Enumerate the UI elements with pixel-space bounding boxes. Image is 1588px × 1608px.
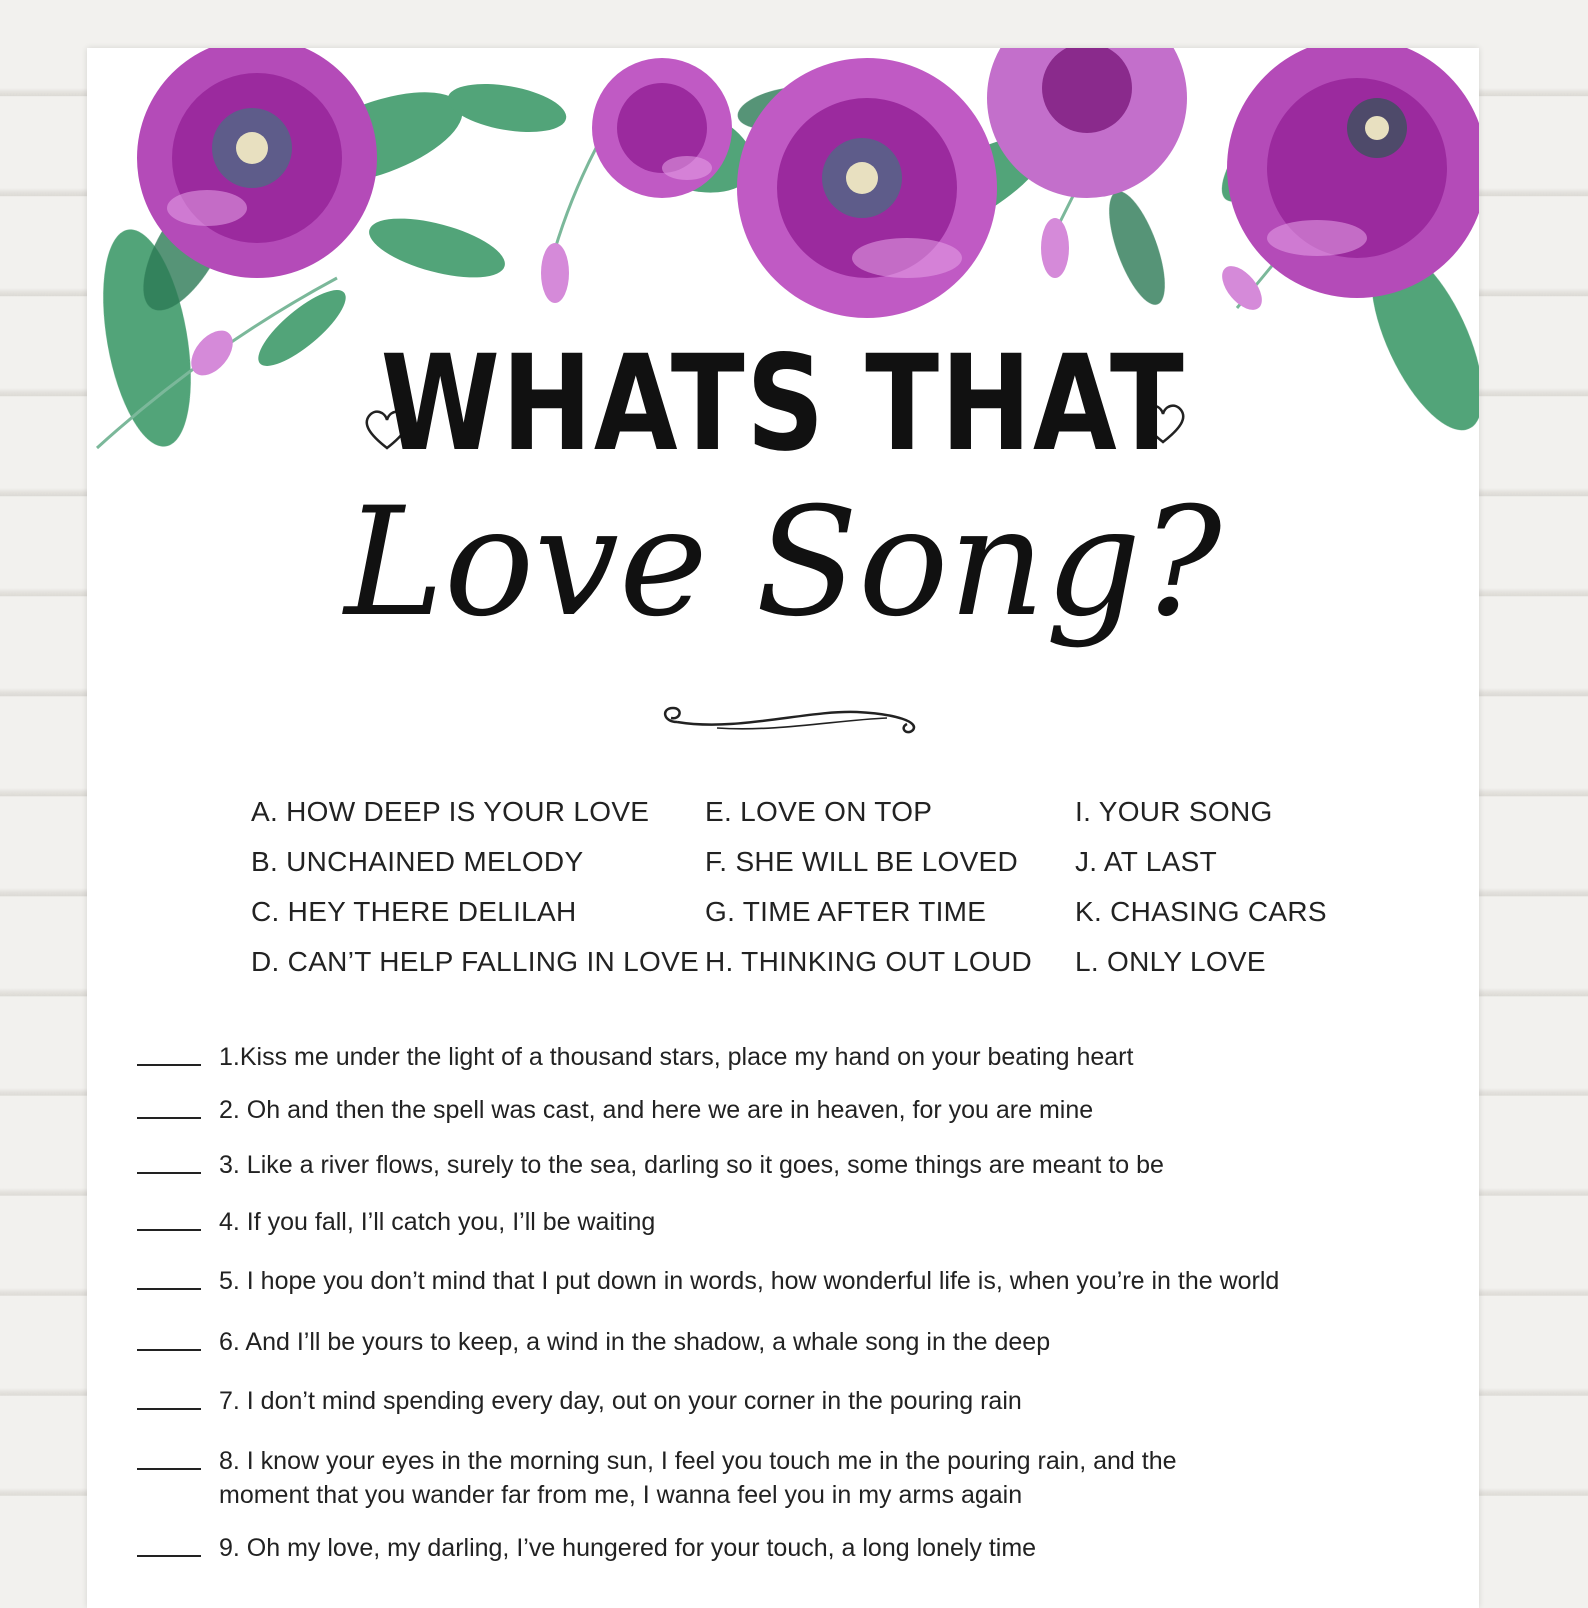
question-text: 4. If you fall, I’ll catch you, I’ll be waiting bbox=[219, 1208, 656, 1236]
option-j: J. AT LAST bbox=[1075, 846, 1218, 877]
option-e: E. LOVE ON TOP bbox=[705, 796, 933, 827]
option-c: C. HEY THERE DELILAH bbox=[251, 896, 577, 927]
game-sheet bbox=[87, 48, 1479, 1608]
question-text: 7. I don’t mind spending every day, out on your corner in the pouring rain bbox=[219, 1387, 1022, 1415]
option-i: I. YOUR SONG bbox=[1075, 796, 1273, 827]
question-text: 1.Kiss me under the light of a thousand stars, place my hand on your beating heart bbox=[219, 1043, 1134, 1071]
answer-blank[interactable] bbox=[137, 1468, 201, 1470]
question-text: 8. I know your eyes in the morning sun, I feel you touch me in the pouring rain, and the bbox=[219, 1447, 1177, 1475]
answer-blank[interactable] bbox=[137, 1288, 201, 1290]
option-l: L. ONLY LOVE bbox=[1075, 946, 1266, 977]
title-line-2: Love Song? bbox=[344, 476, 1222, 650]
answer-blank[interactable] bbox=[137, 1064, 201, 1066]
question-text: 5. I hope you don’t mind that I put down in words, how wonderful life is, when you’re in the world bbox=[219, 1267, 1280, 1295]
answer-blank[interactable] bbox=[137, 1172, 201, 1174]
question-text: 9. Oh my love, my darling, I’ve hungered for your touch, a long lonely time bbox=[219, 1534, 1037, 1562]
answer-blank[interactable] bbox=[137, 1117, 201, 1119]
option-h: H. THINKING OUT LOUD bbox=[705, 946, 1033, 977]
option-d: D. CAN’T HELP FALLING IN LOVE bbox=[251, 946, 700, 977]
answer-blank[interactable] bbox=[137, 1229, 201, 1231]
title-line-1: WHATS THAT bbox=[380, 327, 1186, 481]
answer-blank[interactable] bbox=[137, 1349, 201, 1351]
option-k: K. CHASING CARS bbox=[1075, 896, 1327, 927]
question-text: 3. Like a river flows, surely to the sea, darling so it goes, some things are meant to be bbox=[219, 1151, 1164, 1179]
option-a: A. HOW DEEP IS YOUR LOVE bbox=[251, 796, 650, 827]
swirl-divider bbox=[657, 698, 937, 742]
option-f: F. SHE WILL BE LOVED bbox=[705, 846, 1019, 877]
option-b: B. UNCHAINED MELODY bbox=[251, 846, 584, 877]
question-text-continued: moment that you wander far from me, I wanna feel you in my arms again bbox=[219, 1481, 1023, 1509]
answer-blank[interactable] bbox=[137, 1408, 201, 1410]
question-text: 2. Oh and then the spell was cast, and here we are in heaven, for you are mine bbox=[219, 1096, 1094, 1124]
answer-blank[interactable] bbox=[137, 1555, 201, 1557]
option-g: G. TIME AFTER TIME bbox=[705, 896, 987, 927]
question-text: 6. And I’ll be yours to keep, a wind in the shadow, a whale song in the deep bbox=[219, 1328, 1051, 1356]
